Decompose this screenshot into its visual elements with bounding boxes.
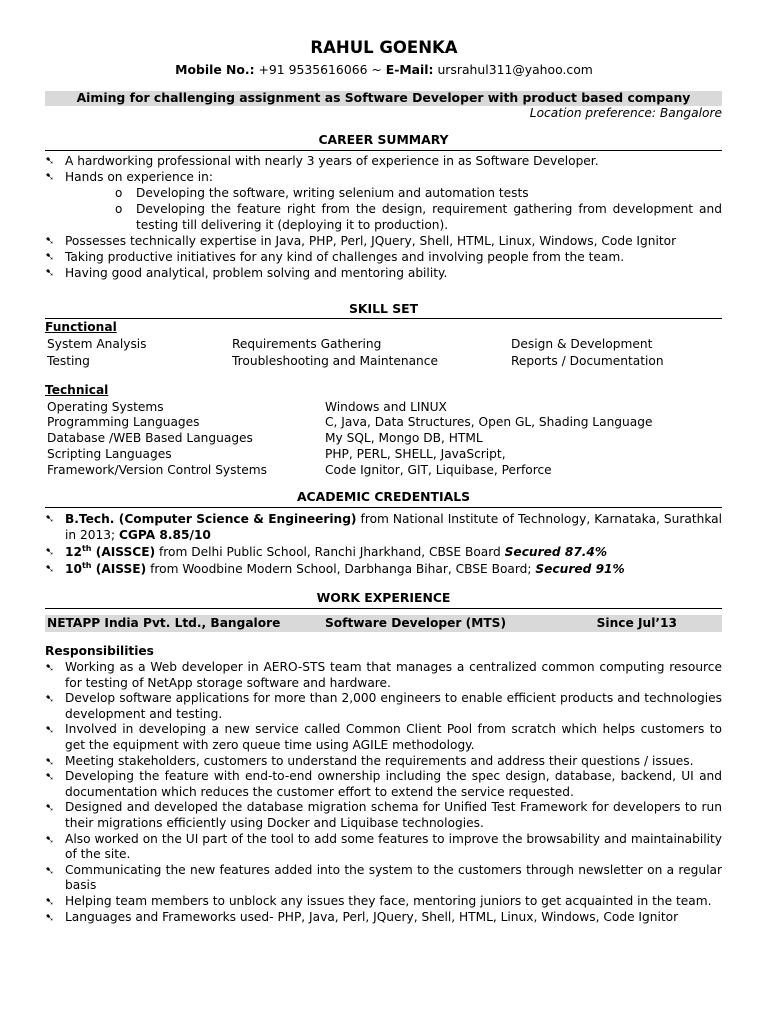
- sub-list-item: o Developing the feature right from the design, requirement gathering from development and testing till delivering it (deploying it to production).: [115, 202, 722, 232]
- mobile-label: Mobile No.:: [175, 62, 255, 77]
- list-item: ➷ Communicating the new features added into the system to the customers through newsletter on a regular basis: [45, 862, 722, 893]
- list-item: ➷ Involved in developing a new service called Common Client Pool from scratch which helps customers to get the equipment with zero queue time using AGILE methodology.: [45, 722, 722, 752]
- degree-cgpa: CGPA 8.85/10: [118, 528, 211, 542]
- mobile-number: +91 9535616066 ~: [258, 62, 382, 77]
- section-divider: [45, 318, 722, 319]
- job-start-date: Since Jul’13: [596, 616, 677, 630]
- pointing-hand-icon: ➷: [45, 545, 55, 558]
- list-item: ➷ Designed and developed the database migration schema for Unified Test Framework for developers to run their migrations efficiently using Docker and Liquibase technologies.: [45, 800, 722, 830]
- pointing-hand-icon: ➷: [45, 562, 55, 575]
- skill-cell: Troubleshooting and Maintenance: [232, 354, 438, 368]
- list-item: ➷ Working as a Web developer in AERO-STS team that manages a centralized common computing resource for testing of NetApp storage software and hardware.: [45, 660, 722, 690]
- skill-value: C, Java, Data Structures, Open GL, Shading Language: [325, 415, 653, 429]
- pointing-hand-icon: ➷: [45, 512, 55, 525]
- skill-value: Windows and LINUX: [325, 400, 447, 414]
- section-divider: [45, 507, 722, 508]
- list-item: ➷ Hands on experience in: o Developing the software, writing selenium and automation tests o Developing the feature right from the design, requirement gathering from development and testing till delivering it (deploying it to production).: [45, 170, 722, 232]
- pointing-hand-icon: ➷: [45, 692, 55, 706]
- skill-cell: Requirements Gathering: [232, 337, 382, 351]
- job-role: Software Developer (MTS): [325, 616, 507, 630]
- list-item: [45, 544, 722, 560]
- ordinal-suffix: th: [81, 543, 92, 553]
- technical-row: [45, 446, 722, 462]
- pointing-hand-icon: ➷: [45, 770, 55, 784]
- academic-list: [45, 511, 722, 577]
- skill-category: Operating Systems: [47, 400, 164, 414]
- technical-row: [45, 399, 722, 415]
- class-number: 10: [65, 562, 82, 576]
- ordinal-suffix: th: [81, 560, 92, 570]
- responsibilities-list: [45, 660, 722, 925]
- pointing-hand-icon: ➷: [45, 170, 55, 183]
- technical-row: [45, 430, 722, 446]
- technical-row: [45, 462, 722, 478]
- list-item: ➷ Languages and Frameworks used- PHP, Java, Perl, JQuery, Shell, HTML, Linux, Windows, Code Ignitor: [45, 909, 679, 924]
- responsibilities-heading: Responsibilities: [45, 644, 154, 658]
- list-item: ➷ Also worked on the UI part of the tool to add some features to improve the browsability and maintainability of the site.: [45, 831, 722, 862]
- section-divider: [45, 608, 722, 609]
- list-item: ➷ Having good analytical, problem solving and mentoring ability.: [45, 266, 448, 280]
- degree-name: B.Tech. (Computer Science & Engineering): [65, 512, 357, 526]
- skill-category: Scripting Languages: [47, 447, 172, 461]
- skill-cell: System Analysis: [47, 337, 147, 351]
- academic-title: ACADEMIC CREDENTIALS: [296, 489, 471, 504]
- work-experience-title: WORK EXPERIENCE: [316, 590, 451, 605]
- pointing-hand-icon: ➷: [45, 234, 55, 247]
- skill-cell: Reports / Documentation: [511, 354, 664, 368]
- pointing-hand-icon: ➷: [45, 754, 55, 768]
- pointing-hand-icon: ➷: [45, 266, 55, 279]
- school-details: from Woodbine Modern School, Darbhanga Bihar, CBSE Board;: [150, 562, 532, 576]
- class-number: 12: [65, 545, 82, 559]
- degree-details: from National Institute of Technology, Karnataka, Surathkal in 2013;: [65, 512, 723, 542]
- pointing-hand-icon: ➷: [45, 723, 55, 737]
- pointing-hand-icon: ➷: [45, 250, 55, 263]
- school-details: from Delhi Public School, Ranchi Jharkhand, CBSE Board: [159, 545, 501, 559]
- list-item: ➷ Taking productive initiatives for any kind of challenges and involving people from the team.: [45, 250, 625, 264]
- company-name: NETAPP India Pvt. Ltd., Bangalore: [47, 616, 281, 630]
- objective-statement: Aiming for challenging assignment as Software Developer with product based company: [76, 90, 691, 105]
- contact-line: [0, 62, 768, 78]
- candidate-name: RAHUL GOENKA: [310, 38, 458, 57]
- skill-cell: Testing: [47, 354, 90, 368]
- skill-category: Framework/Version Control Systems: [47, 463, 267, 477]
- board-name: (AISSE): [95, 562, 147, 576]
- pointing-hand-icon: ➷: [45, 863, 55, 877]
- functional-row: [45, 336, 722, 352]
- functional-row: [45, 353, 722, 369]
- career-summary-title: CAREER SUMMARY: [318, 132, 449, 147]
- email-label: E-Mail:: [385, 62, 434, 77]
- skill-value: PHP, PERL, SHELL, JavaScript,: [325, 447, 506, 461]
- skill-value: Code Ignitor, GIT, Liquibase, Perforce: [325, 463, 552, 477]
- score: Secured 87.4%: [504, 545, 608, 559]
- sub-list-item: o Developing the software, writing selenium and automation tests: [115, 186, 529, 200]
- pointing-hand-icon: ➷: [45, 154, 55, 167]
- list-item: [45, 511, 722, 543]
- pointing-hand-icon: ➷: [45, 661, 55, 674]
- score: Secured 91%: [535, 562, 625, 576]
- list-item: ➷ Helping team members to unblock any issues they face, mentoring juniors to get acquainted in the team.: [45, 893, 712, 908]
- list-item: ➷ A hardworking professional with nearly 3 years of experience in as Software Developer.: [45, 154, 599, 168]
- technical-heading: Technical: [45, 383, 109, 397]
- technical-row: [45, 414, 722, 430]
- circle-bullet-icon: o: [115, 186, 123, 200]
- pointing-hand-icon: ➷: [45, 910, 55, 924]
- list-item: ➷ Meeting stakeholders, customers to understand the requirements and address their questions / issues.: [45, 753, 694, 768]
- skill-cell: Design & Development: [511, 337, 653, 351]
- location-preference: Location preference: Bangalore: [529, 106, 722, 120]
- list-item: ➷ Developing the feature with end-to-end ownership including the spec design, database, backend, UI and documentation which reduces the customer effort to extend the service requested.: [45, 769, 722, 799]
- pointing-hand-icon: ➷: [45, 801, 55, 815]
- career-summary-list: [45, 153, 722, 281]
- board-name: (AISSCE): [95, 545, 156, 559]
- email-address: ursrahul311@yahoo.com: [437, 62, 593, 77]
- pointing-hand-icon: ➷: [45, 832, 55, 846]
- pointing-hand-icon: ➷: [45, 894, 55, 908]
- list-item: ➷ Develop software applications for more than 2,000 engineers to enable efficient products and technologies development and testing.: [45, 691, 722, 721]
- skill-set-title: SKILL SET: [348, 301, 419, 316]
- functional-heading: Functional: [45, 320, 117, 334]
- section-divider: [45, 150, 722, 151]
- experience-sub-list: [45, 185, 722, 233]
- employer-row: [45, 615, 722, 632]
- skill-category: Database /WEB Based Languages: [47, 431, 253, 445]
- list-item: [45, 561, 722, 577]
- list-item: ➷ Possesses technically expertise in Java, PHP, Perl, JQuery, Shell, HTML, Linux, Windows, Code Ignitor: [45, 234, 677, 248]
- skill-category: Programming Languages: [47, 415, 200, 429]
- circle-bullet-icon: o: [115, 202, 123, 216]
- skill-value: My SQL, Mongo DB, HTML: [325, 431, 483, 445]
